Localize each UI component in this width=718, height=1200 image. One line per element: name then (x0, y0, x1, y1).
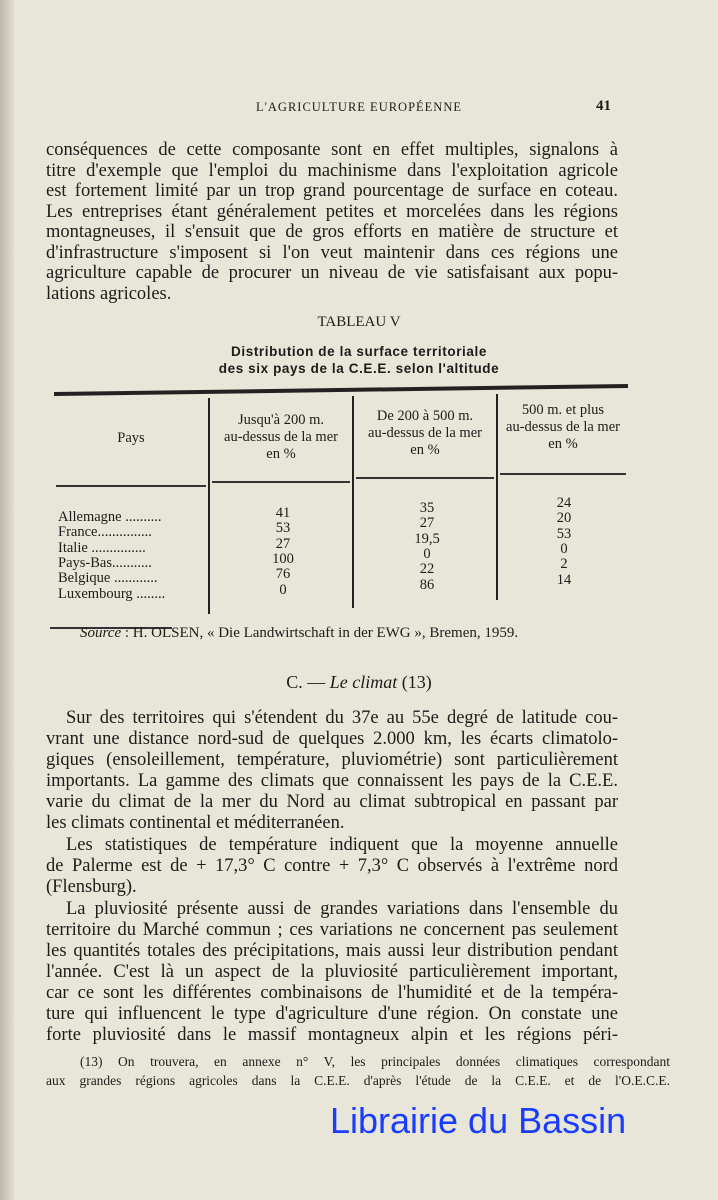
cell-200-500m: 22 (419, 561, 435, 578)
cell-200-500m: 19,5 (414, 530, 440, 547)
page-number: 41 (596, 98, 611, 114)
column-divider (352, 396, 354, 608)
cell-above-500m: 24 (556, 495, 572, 511)
text-line: les climats continental et méditerranéen. (46, 813, 345, 833)
row-country: Allemagne .......... (58, 509, 162, 525)
cell-below-200m: 76 (275, 566, 291, 583)
text-line: La pluviosité présente aussi de grandes variations dans l'ensemble du (66, 899, 618, 919)
table-label: TABLEAU V (317, 314, 401, 330)
header-rule (56, 485, 206, 487)
running-title: L'AGRICULTURE EUROPÉENNE (256, 100, 462, 114)
text-line: giques (ensoleillement, température, pluviométrie) sont particulièrement (46, 750, 618, 770)
header-rule (212, 481, 350, 483)
cell-above-500m: 53 (556, 525, 572, 542)
cell-below-200m: 0 (279, 581, 287, 598)
text-line: varie du climat de la mer du Nord au climat subtropical en passant par (46, 792, 618, 812)
table-top-rule (54, 384, 628, 396)
row-country: Pays-Bas........... (58, 554, 152, 571)
column-header-line: De 200 à 500 m. (376, 408, 474, 424)
text-line: agriculture capable de procurer un niveau de vie satisfaisant aux popu- (46, 263, 618, 283)
section-title: Le climat (329, 672, 398, 692)
column-header-line: au-dessus de la mer (506, 419, 620, 435)
footnote-line: aux grandes régions agricoles dans la C.E.E. d'après l'étude de la C.E.E. et de l'O.E.C.E. (46, 1073, 670, 1088)
table-source (80, 624, 518, 642)
column-header-line: Jusqu'à 200 m. (238, 412, 324, 428)
text-line: Les statistiques de température indiquent que la moyenne annuelle (66, 835, 618, 855)
column-header-line: au-dessus de la mer (224, 429, 338, 445)
section-prefix: C. — (286, 672, 330, 692)
cell-above-500m: 14 (556, 571, 572, 588)
text-line: les quantités totales des précipitations, mais aussi leur distribution pendant (46, 941, 618, 961)
watermark: Librairie du Bassin (330, 1100, 627, 1141)
footnote-line: (13) On trouvera, en annexe n° V, les principales données climatiques correspondant (80, 1054, 670, 1069)
column-header-line: 500 m. et plus (521, 402, 605, 418)
text-line: ture qui influencent le type d'agriculture d'une région. On constate une (46, 1004, 618, 1024)
cell-200-500m: 86 (419, 576, 435, 593)
text-line: est fortement limité par un trop grand pourcentage de surface en coteau. (46, 181, 618, 201)
row-country: Luxembourg ........ (58, 585, 166, 602)
text-line: vrant une distance nord-sud de quelques 2.000 km, les écarts climatolo- (46, 729, 618, 749)
section-note-ref: (13) (397, 672, 432, 692)
cell-below-200m: 41 (275, 505, 291, 521)
source-text: : H. OLSEN, « Die Landwirtschaft in der EWG », Bremen, 1959. (121, 625, 519, 641)
text-line: l'année. C'est là un aspect de la pluviosité particulièrement important, (46, 962, 618, 982)
header-rule (500, 473, 626, 475)
text-line: territoire du Marché commun ; ces variations ne concernent pas seulement (46, 920, 618, 940)
cell-above-500m: 2 (560, 556, 568, 573)
row-country: France............... (58, 524, 152, 541)
column-header-line: en % (548, 436, 578, 452)
text-line: de Palerme est de + 17,3° C contre + 7,3° C observés à l'extrême nord (46, 856, 618, 876)
row-country: Belgique ............ (58, 570, 158, 587)
text-line: montagneuses, il s'ensuit que de gros efforts en matière de structure et (46, 222, 618, 242)
text-line: importants. La gamme des climats que connaissent les pays de la C.E.E. (46, 771, 618, 791)
text-line: d'infrastructure s'imposent si l'on veut maintenir dans ces régions une (46, 242, 618, 263)
column-header-line: au-dessus de la mer (368, 425, 482, 441)
text-line: lations agricoles. (46, 283, 172, 304)
table-title-line2: des six pays de la C.E.E. selon l'altitude (218, 361, 500, 376)
cell-200-500m: 35 (419, 500, 435, 516)
text-line: Sur des territoires qui s'étendent du 37e au 55e degré de latitude cou- (66, 708, 618, 728)
table-title-line1: Distribution de la surface territoriale (231, 344, 487, 359)
column-divider (208, 398, 210, 614)
source-label: Source (80, 625, 122, 641)
text-line: forte pluviosité dans le massif montagneux alpin et les régions péri- (46, 1025, 618, 1045)
cell-200-500m: 27 (419, 515, 435, 532)
column-header-line: Pays (117, 430, 145, 446)
text-line: titre d'exemple que l'emploi du machinisme dans l'exploitation agricole (46, 160, 618, 181)
cell-200-500m: 0 (423, 545, 431, 562)
text-line: conséquences de cette composante sont en effet multiples, signalons à (46, 140, 618, 160)
text-line: Les entreprises étant généralement petites et morcelées dans les régions (46, 201, 618, 222)
header-rule (356, 477, 494, 479)
cell-below-200m: 27 (275, 535, 291, 552)
adjacent-page-edge (0, 0, 14, 1200)
column-header-line: en % (266, 446, 296, 462)
cell-below-200m: 100 (272, 550, 294, 567)
cell-above-500m: 20 (556, 510, 572, 527)
text-line: car ce sont les différentes combinaisons de l'humidité et de la tempéra- (46, 983, 618, 1003)
text-line: (Flensburg). (46, 877, 137, 897)
section-heading (0, 672, 718, 693)
row-country: Italie ............... (58, 539, 146, 556)
cell-below-200m: 53 (275, 520, 291, 537)
column-divider (496, 394, 498, 600)
cell-above-500m: 0 (560, 540, 568, 557)
column-header-line: en % (410, 442, 440, 458)
